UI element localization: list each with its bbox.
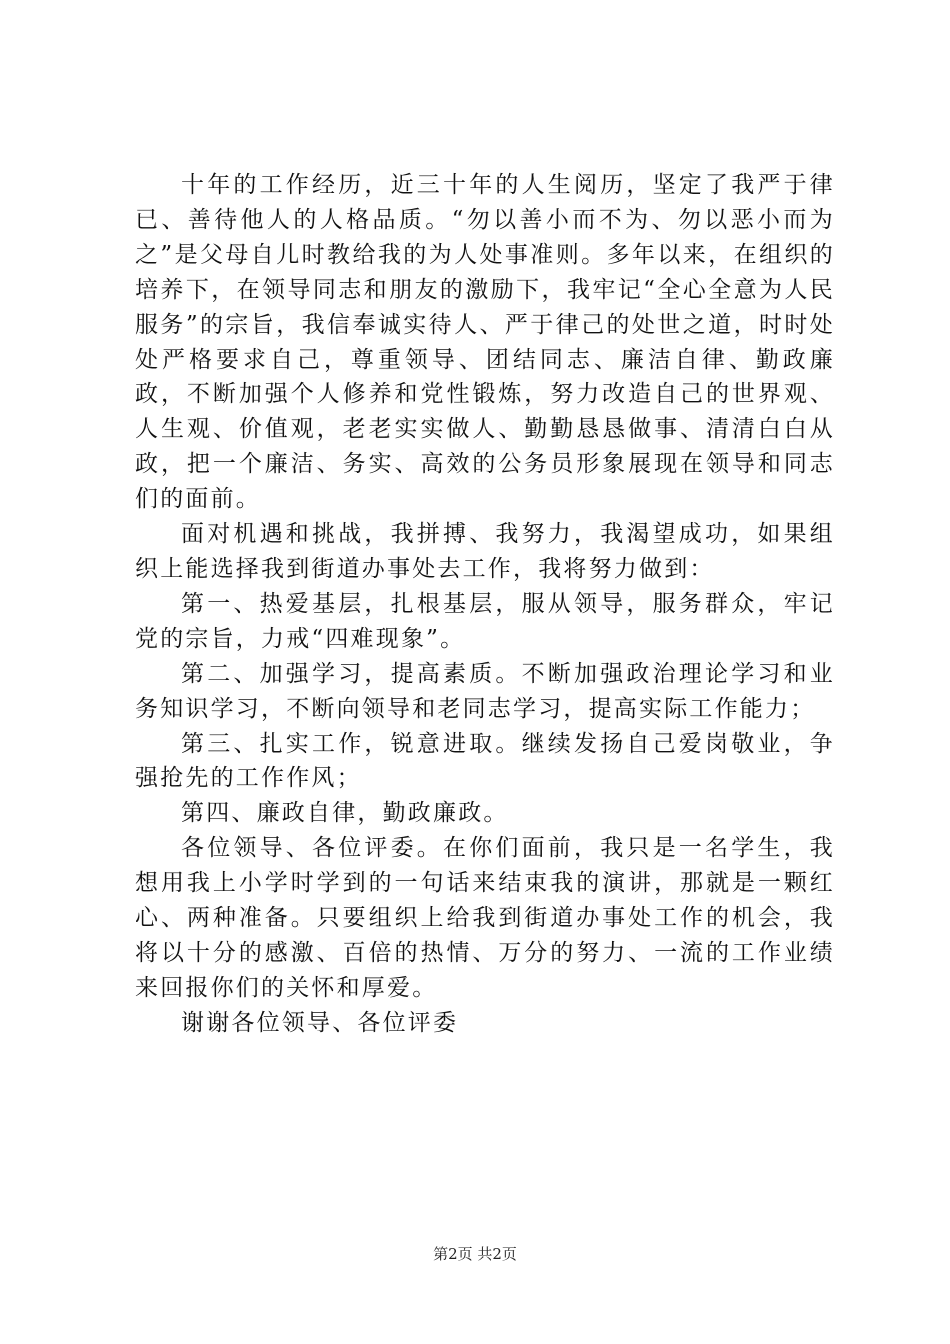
speech-body	[135, 168, 835, 1041]
paragraph-thanks: 谢谢各位领导、各位评委	[181, 1009, 459, 1036]
paragraph-point-two: 第二、加强学习，提高素质。不断加强政治理论学习和业务知识学习，不断向领导和老同志学习，提高实际工作能力；	[135, 660, 835, 722]
paragraph-opportunity: 面对机遇和挑战，我拼搏、我努力，我渴望成功，如果组织上能选择我到街道办事处去工作，我将努力做到：	[135, 521, 835, 582]
paragraph-closing: 各位领导、各位评委。在你们面前，我只是一名学生，我想用我上小学时学到的一句话来结束我的演讲，那就是一颗红心、两种准备。只要组织上给我到街道办事处工作的机会，我将以十分的感激、百倍的热情、万分的努力、一流的工作业绩来回报你们的关怀和厚爱。	[135, 835, 835, 1001]
paragraph-experience: 十年的工作经历，近三十年的人生阅历，坚定了我严于律已、善待他人的人格品质。“勿以善小而不为、勿以恶小而为之”是父母自儿时教给我的为人处事准则。多年以来，在组织的培养下，在领导同志和朋友的激励下，我牢记“全心全意为人民服务”的宗旨，我信奉诚实待人、严于律己的处世之道，时时处处严格要求自己，尊重领导、团结同志、廉洁自律、勤政廉政，不断加强个人修养和党性锻炼，努力改造自己的世界观、人生观、价值观，老老实实做人、勤勤恳恳做事、清清白白从政，把一个廉洁、务实、高效的公务员形象展现在领导和同志们的面前。	[135, 172, 835, 513]
paragraph-point-four: 第四、廉政自律，勤政廉政。	[181, 800, 509, 827]
page-number-footer: 第2页 共2页	[433, 1245, 517, 1263]
paragraph-point-one: 第一、热爱基层，扎根基层，服从领导，服务群众，牢记党的宗旨，力戒“四难现象”。	[135, 590, 835, 652]
paragraph-point-three: 第三、扎实工作，锐意进取。继续发扬自己爱岗敬业，争强抢先的工作作风；	[135, 730, 835, 792]
